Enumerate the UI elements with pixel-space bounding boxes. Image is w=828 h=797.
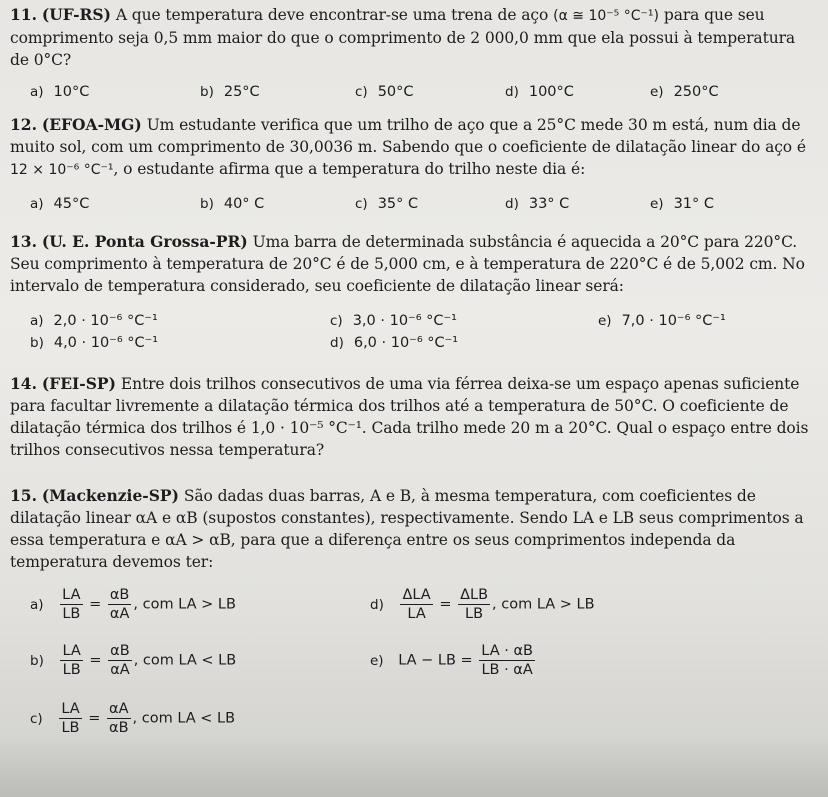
- question-11: [10, 4, 814, 71]
- option-e[interactable]: e) 31° C: [650, 196, 715, 212]
- question-source: (U. E. Ponta Grossa-PR): [41, 232, 248, 251]
- fraction: $\frac{\alpha B}{\alpha A}$: [110, 643, 130, 678]
- question-source: (Mackenzie-SP): [41, 486, 179, 505]
- option-d[interactable]: d) 6,0 · 10⁻⁶ °C⁻¹: [330, 335, 459, 351]
- option-c[interactable]: c) 3,0 · 10⁻⁶ °C⁻¹: [330, 313, 457, 329]
- fraction: $\frac{\text{ΔLA}}{LA}$: [402, 587, 431, 622]
- option-a[interactable]: a) 2,0 · 10⁻⁶ °C⁻¹: [30, 313, 158, 329]
- option-a[interactable]: a) $\frac{LA}{LB}$ = $\frac{\alpha B}{\alpha A}$ , com LA > LB: [30, 587, 236, 622]
- option-e[interactable]: e) 250°C: [650, 84, 719, 100]
- option-c[interactable]: c) 50°C: [355, 84, 414, 100]
- question-stem-part1: A que temperatura deve encontrar-se uma trena de aço: [115, 6, 549, 24]
- question-12: [10, 114, 814, 181]
- fraction: $\frac{LA}{LB}$: [61, 701, 80, 736]
- question-formula: (α ≅ 10⁻⁵ °C⁻¹): [553, 8, 659, 24]
- question-stem-part1: Um estudante verifica que um trilho de aço que a 25°C mede 30 m está, num dia de muito sol, com um comprimento de 30,0036 m. Sabendo que o coeficiente de dilatação linear do aço é: [10, 116, 806, 156]
- question-stem-part2: para que seu comprimento seja 0,5 mm maior do que o comprimento de 2 000,0 mm que ela possui à temperatura de 0°C?: [10, 6, 796, 69]
- question-stem: São dadas duas barras, A e B, à mesma temperatura, com coeficientes de dilatação linear αA e αB (supostos constantes), respectivamente. Sendo LA e LB seus comprimentos a essa temperatura e αA > αB, para que a diferença entre os seus comprimentos independa da temperatura devemos ter:: [10, 487, 804, 571]
- question-14: [10, 373, 814, 461]
- fraction: $\frac{\alpha B}{\alpha A}$: [109, 587, 130, 622]
- question-source: (EFOA-MG): [41, 115, 142, 134]
- fraction: $\frac{\alpha A}{\alpha B}$: [109, 701, 129, 736]
- option-b[interactable]: b) 40° C: [200, 196, 265, 212]
- question-stem: Uma barra de determinada substância é aquecida a 20°C para 220°C. Seu comprimento à temperatura de 20°C é de 5,000 cm, e à temperatura de 220°C é de 5,002 cm. No intervalo de temperatura considerado, seu coeficiente de dilatação linear será:: [10, 233, 805, 295]
- question-number: 11.: [10, 5, 37, 24]
- option-b[interactable]: b) 4,0 · 10⁻⁶ °C⁻¹: [30, 335, 159, 351]
- option-b[interactable]: b) 25°C: [200, 84, 260, 100]
- option-e[interactable]: e) LA − LB = $\frac{LA \cdot \alpha B}{LB \cdot \alpha A}$: [370, 643, 533, 678]
- option-e[interactable]: e) 7,0 · 10⁻⁶ °C⁻¹: [598, 313, 726, 329]
- question-13: [10, 231, 814, 297]
- question-15: [10, 485, 814, 573]
- fraction: $\frac{\text{ΔLB}}{LB}$: [460, 587, 489, 622]
- page-shadow: [0, 737, 828, 797]
- question-source: (FEI-SP): [41, 374, 116, 393]
- option-a[interactable]: a) 10°C: [30, 84, 90, 100]
- option-d[interactable]: d) 100°C: [505, 84, 574, 100]
- fraction: $\frac{LA \cdot \alpha B}{LB \cdot \alpha A}$: [481, 643, 533, 678]
- question-formula: 12 × 10⁻⁶ °C⁻¹: [10, 162, 114, 178]
- question-number: 14.: [10, 374, 37, 393]
- question-stem: Entre dois trilhos consecutivos de uma via férrea deixa-se um espaço apenas suficiente para facultar livremente a dilatação térmica dos trilhos até a temperatura de 50°C. O coeficiente de dilatação térmica dos trilhos é 1,0 · 10⁻⁵ °C⁻¹. Cada trilho mede 20 m a 20°C. Qual o espaço entre dois trilhos consecutivos nessa temperatura?: [10, 375, 809, 459]
- option-c[interactable]: c) 35° C: [355, 196, 419, 212]
- question-number: 12.: [10, 115, 37, 134]
- option-c[interactable]: c) $\frac{LA}{LB}$ = $\frac{\alpha A}{\alpha B}$ , com LA < LB: [30, 701, 236, 736]
- question-source: (UF-RS): [41, 5, 111, 24]
- question-number: 13.: [10, 232, 37, 251]
- question-number: 15.: [10, 486, 37, 505]
- fraction: $\frac{LA}{LB}$: [62, 587, 81, 622]
- option-a[interactable]: a) 45°C: [30, 196, 90, 212]
- option-d[interactable]: d) 33° C: [505, 196, 570, 212]
- option-d[interactable]: d) $\frac{\text{ΔLA}}{LA}$ = $\frac{\text{ΔLB}}{LB}$ , com LA > LB: [370, 587, 595, 622]
- fraction: $\frac{LA}{LB}$: [62, 643, 81, 678]
- question-stem-part2: , o estudante afirma que a temperatura do trilho neste dia é:: [113, 160, 586, 178]
- option-b[interactable]: b) $\frac{LA}{LB}$ = $\frac{\alpha B}{\alpha A}$ , com LA < LB: [30, 643, 237, 678]
